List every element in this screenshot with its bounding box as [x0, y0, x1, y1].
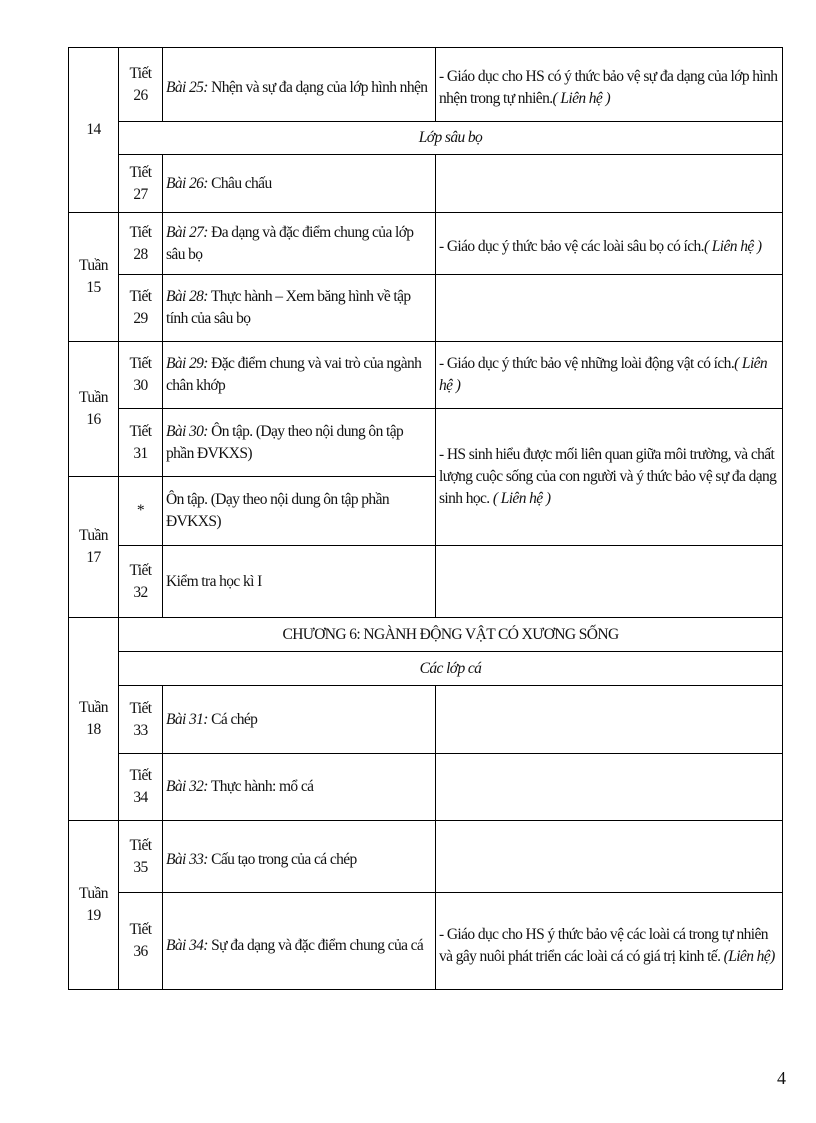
lesson-title: Thực hành – Xem băng hình về tập tính của sâu bọ: [166, 288, 411, 327]
period-number: 36: [133, 943, 148, 960]
period-cell: [119, 546, 163, 618]
chapter-heading: [119, 618, 783, 652]
week-number: 16: [86, 411, 101, 428]
period-number: 34: [133, 789, 148, 806]
period-label: Tiết: [129, 836, 152, 854]
section-heading: [119, 122, 783, 155]
period-cell: [119, 754, 163, 821]
week-cell-17: [69, 477, 119, 618]
period-number: 32: [133, 583, 148, 601]
week-cell-19: [69, 821, 119, 990]
week-label: Tuần: [79, 699, 108, 716]
period-cell: [119, 155, 163, 213]
table-row: [69, 618, 783, 652]
lesson-prefix: Bài 29:: [166, 355, 208, 372]
table-row: [69, 546, 783, 618]
table-row: [69, 122, 783, 155]
period-label: Tiết: [129, 355, 152, 372]
table-row: [69, 652, 783, 686]
lesson-cell: [163, 893, 436, 990]
note-text: - HS sinh hiểu được mối liên quan giữa môi trường, và chất lượng cuộc sống của con người và ý thức bảo vệ sự đa dạng sinh học.: [439, 446, 777, 507]
lesson-prefix: Bài 26:: [166, 174, 208, 192]
period-number: 30: [133, 377, 148, 394]
lesson-cell: [163, 477, 436, 546]
table-row: [69, 821, 783, 893]
period-cell: [119, 686, 163, 754]
lesson-cell: [163, 409, 436, 477]
week-label: Tuần: [79, 885, 108, 902]
lesson-cell: [163, 686, 436, 754]
lesson-cell: [163, 48, 436, 122]
lesson-prefix: Bài 27:: [166, 223, 208, 241]
note-cell: [436, 686, 783, 754]
lesson-prefix: Bài 31:: [166, 710, 208, 728]
note-cell: [436, 213, 783, 275]
period-cell: [119, 213, 163, 275]
period-cell: [119, 275, 163, 342]
table-row: [69, 893, 783, 990]
page-number: 4: [777, 1068, 786, 1088]
period-cell: [119, 893, 163, 990]
lesson-title: Thực hành: mổ cá: [207, 778, 314, 795]
week-number: 18: [86, 721, 101, 738]
lesson-title: Cá chép: [207, 710, 258, 728]
week-cell-16: [69, 342, 119, 477]
week-cell-14: [69, 48, 119, 213]
note-text: - Giáo dục cho HS có ý thức bảo vệ sự đa dạng của lớp hình nhện trong tự nhiên.: [439, 67, 778, 107]
note-cell: [436, 409, 783, 546]
note-text: - Giáo dục ý thức bảo vệ những loài động vật có ích.: [439, 355, 735, 372]
table-row: [69, 48, 783, 122]
lesson-title: Nhện và sự đa dạng của lớp hình nhện: [207, 78, 428, 96]
note-link: (Liên hệ): [723, 948, 775, 965]
lesson-title: Kiểm tra học kì I: [166, 572, 262, 590]
section-title: Các lớp cá: [419, 659, 482, 677]
section-heading: [119, 652, 783, 686]
week-number: 14: [86, 121, 101, 138]
chapter-title: CHƯƠNG 6: NGÀNH ĐỘNG VẬT CÓ XƯƠNG SỐNG: [282, 625, 619, 643]
period-mark: *: [136, 502, 145, 519]
week-label: Tuần: [79, 527, 108, 544]
period-cell: [119, 48, 163, 122]
lesson-prefix: Bài 25:: [166, 78, 208, 96]
note-cell: [436, 48, 783, 122]
table-row: [69, 213, 783, 275]
period-number: 35: [133, 858, 148, 876]
note-cell: [436, 342, 783, 409]
note-link: ( Liên hệ ): [703, 237, 762, 255]
lesson-title: Sự đa dạng và đặc điểm chung của cá: [207, 937, 424, 954]
period-label: Tiết: [129, 561, 152, 579]
week-number: 17: [86, 549, 101, 566]
week-number: 19: [86, 907, 101, 924]
lesson-cell: [163, 155, 436, 213]
table-row: [69, 342, 783, 409]
period-label: Tiết: [129, 422, 152, 440]
lesson-title: Châu chấu: [207, 174, 272, 192]
period-number: 33: [133, 721, 148, 739]
period-number: 28: [133, 245, 148, 263]
note-cell: [436, 275, 783, 342]
week-number: 15: [86, 279, 101, 296]
lesson-cell: [163, 546, 436, 618]
lesson-prefix: Bài 33:: [166, 850, 208, 868]
table-row: [69, 409, 783, 477]
lesson-prefix: Bài 34:: [166, 937, 208, 954]
period-label: Tiết: [129, 288, 152, 305]
period-number: 29: [133, 310, 148, 327]
lesson-prefix: Bài 28:: [166, 288, 208, 305]
lesson-cell: [163, 213, 436, 275]
period-number: 27: [133, 185, 148, 203]
lesson-cell: [163, 342, 436, 409]
period-number: 31: [133, 444, 148, 462]
week-label: Tuần: [79, 257, 108, 274]
note-text: - Giáo dục cho HS ý thức bảo vệ các loài cá trong tự nhiên và gây nuôi phát triển các loài cá có giá trị kinh tế.: [439, 926, 768, 965]
lesson-prefix: Bài 30:: [166, 422, 208, 440]
note-cell: [436, 754, 783, 821]
period-label: Tiết: [129, 223, 152, 241]
lesson-prefix: Bài 32:: [166, 778, 208, 795]
lesson-plan-table: [68, 47, 783, 990]
table-row: [69, 275, 783, 342]
period-label: Tiết: [129, 64, 152, 82]
section-title: Lớp sâu bọ: [418, 129, 483, 146]
lesson-title: Ôn tập. (Dạy theo nội dung ôn tập phần ĐVKXS): [166, 422, 404, 462]
period-label: Tiết: [129, 767, 152, 784]
period-label: Tiết: [129, 699, 152, 717]
note-cell: [436, 893, 783, 990]
table-row: [69, 155, 783, 213]
table-row: [69, 754, 783, 821]
week-cell-15: [69, 213, 119, 342]
period-cell: [119, 477, 163, 546]
note-link: ( Liên hệ ): [552, 89, 611, 107]
week-label: Tuần: [79, 389, 108, 406]
note-link: ( Liên hệ ): [439, 355, 768, 394]
lesson-title: Ôn tập. (Dạy theo nội dung ôn tập phần ĐVKXS): [166, 491, 389, 530]
lesson-cell: [163, 754, 436, 821]
lesson-title: Cấu tạo trong của cá chép: [207, 850, 357, 868]
lesson-title: Đặc điểm chung và vai trò của ngành chân khớp: [166, 355, 422, 394]
period-cell: [119, 342, 163, 409]
note-link: ( Liên hệ ): [492, 490, 551, 507]
note-cell: [436, 155, 783, 213]
lesson-cell: [163, 275, 436, 342]
period-number: 26: [133, 86, 148, 104]
table-row: [69, 686, 783, 754]
period-cell: [119, 409, 163, 477]
lesson-cell: [163, 821, 436, 893]
note-cell: [436, 821, 783, 893]
period-label: Tiết: [129, 163, 152, 181]
note-text: - Giáo dục ý thức bảo vệ các loài sâu bọ có ích.: [439, 237, 704, 255]
period-label: Tiết: [129, 921, 152, 938]
note-cell: [436, 546, 783, 618]
week-cell-18: [69, 618, 119, 821]
lesson-title: Đa dạng và đặc điểm chung của lớp sâu bọ: [166, 223, 414, 263]
period-cell: [119, 821, 163, 893]
